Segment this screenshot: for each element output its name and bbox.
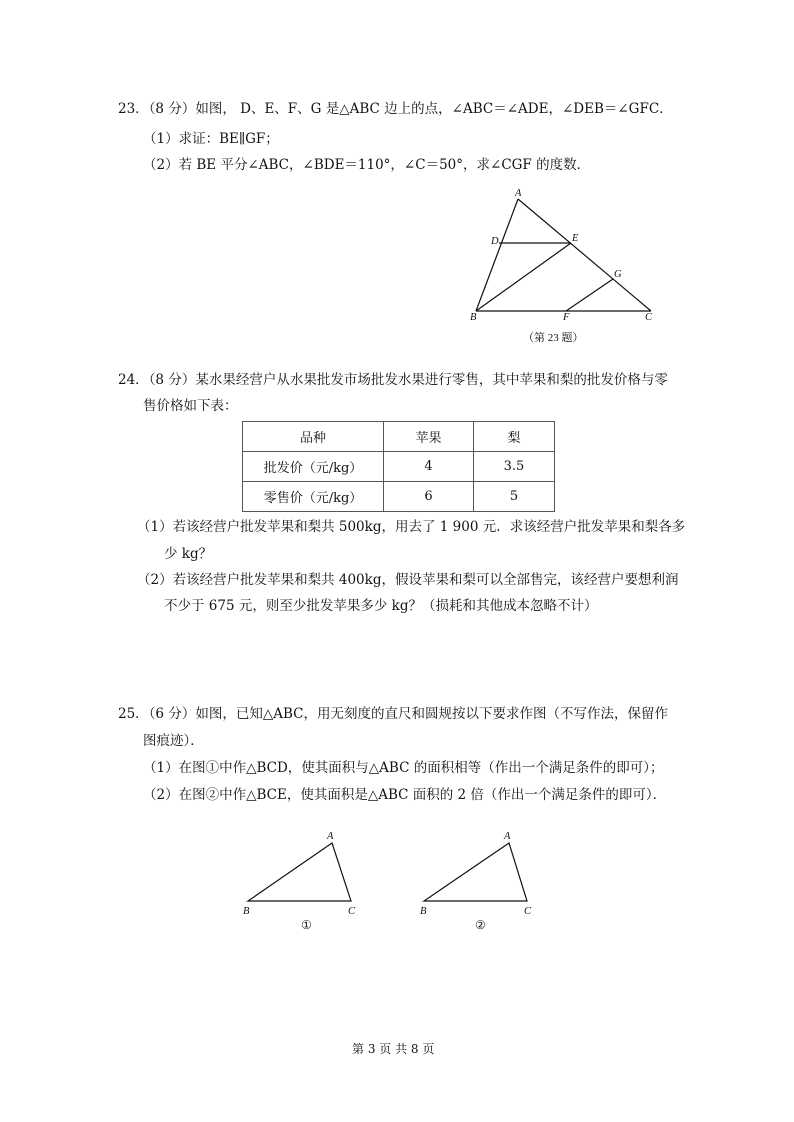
q25-fig2-triangle [424, 843, 527, 901]
table-row [243, 452, 555, 482]
q24-part1-line1: （1）若该经营户批发苹果和梨共 500kg，用去了 1 900 元．求该经营户批发苹果和梨各多 [137, 519, 686, 535]
q25-stem-line1 [118, 708, 668, 722]
table-cell: 6 [384, 482, 474, 512]
q23-points: （8 分） [148, 101, 196, 117]
q25-part2: （2）在图②中作△BCE，使其面积是△ABC 面积的 2 倍（作出一个满足条件的即可）． [143, 787, 667, 803]
q25-fig2-label-c: C [524, 906, 532, 917]
q25-fig2-caption: ② [475, 918, 486, 932]
table-cell: 零售价（元/kg） [243, 482, 384, 512]
q25-figure-1 [238, 826, 366, 936]
page-footer: 第 3 页 共 8 页 [352, 1042, 435, 1056]
q23-label-a: A [515, 188, 522, 199]
q24-part2-line2: 不少于 675 元，则至少批发苹果多少 kg？（损耗和其他成本忽略不计） [164, 598, 598, 614]
q25-number: 25． [118, 706, 149, 722]
q25-fig1-label-b: B [243, 906, 250, 917]
q25-points: （6 分） [148, 706, 196, 722]
table-row [243, 482, 555, 512]
q23-part1: （1）求证：BE∥GF； [143, 131, 279, 147]
q25-stem-text: 如图，已知△ABC，用无刻度的直尺和圆规按以下要求作图（不写作法，保留作 [195, 706, 668, 722]
q23-figure-caption: （第 23 题） [523, 332, 584, 344]
q25-fig2-label-b: B [420, 906, 427, 917]
q25-figure-2 [414, 826, 542, 936]
table-header-cell: 品种 [243, 422, 384, 452]
q23-segment-be [476, 243, 571, 311]
table-cell: 5 [474, 482, 555, 512]
q25-fig1-label-c: C [348, 906, 356, 917]
q23-figure [460, 185, 670, 345]
q25-fig2-label-a: A [504, 831, 511, 842]
q23-label-g: G [614, 269, 622, 280]
q24-number: 24． [118, 372, 149, 388]
q25-stem-line2: 图痕迹）． [143, 733, 204, 749]
table-cell: 3.5 [474, 452, 555, 482]
q25-fig1-label-a: A [327, 831, 334, 842]
q23-stem-text: 如图， D、E、F、G 是△ABC 边上的点，∠ABC＝∠ADE，∠DEB＝∠GFC． [195, 101, 673, 117]
table-cell: 4 [384, 452, 474, 482]
q24-part1-line2: 少 kg？ [164, 546, 213, 562]
q24-part2-line1: （2）若该经营户批发苹果和梨共 400kg，假设苹果和梨可以全部售完，该经营户要想利润 [137, 572, 679, 588]
q23-label-c: C [645, 312, 653, 323]
q24-stem-text: 某水果经营户从水果批发市场批发水果进行零售，其中苹果和梨的批发价格与零 [195, 372, 668, 388]
q23-number: 23． [118, 101, 149, 117]
table-header-cell: 梨 [474, 422, 555, 452]
q23-side-ac [518, 199, 651, 311]
q24-stem-line2: 售价格如下表： [143, 398, 238, 414]
q25-fig1-caption: ① [301, 918, 312, 932]
table-cell: 批发价（元/kg） [243, 452, 384, 482]
q24-stem-line1 [118, 374, 668, 388]
q23-side-ab [476, 199, 518, 311]
price-table [242, 421, 555, 512]
q23-part2: （2）若 BE 平分∠ABC，∠BDE＝110°，∠C＝50°，求∠CGF 的度数． [143, 157, 591, 173]
q24-points: （8 分） [148, 372, 196, 388]
q25-fig1-triangle [248, 843, 351, 901]
q23-label-f: F [563, 312, 570, 323]
q23-stem [118, 103, 673, 117]
table-header-row [243, 422, 555, 452]
q23-label-d: D [491, 236, 499, 247]
q25-part1: （1）在图①中作△BCD，使其面积与△ABC 的面积相等（作出一个满足条件的即可）； [143, 760, 664, 776]
q23-segment-gf [566, 279, 613, 311]
table-header-cell: 苹果 [384, 422, 474, 452]
q23-label-e: E [572, 233, 579, 244]
q23-label-b: B [470, 312, 477, 323]
